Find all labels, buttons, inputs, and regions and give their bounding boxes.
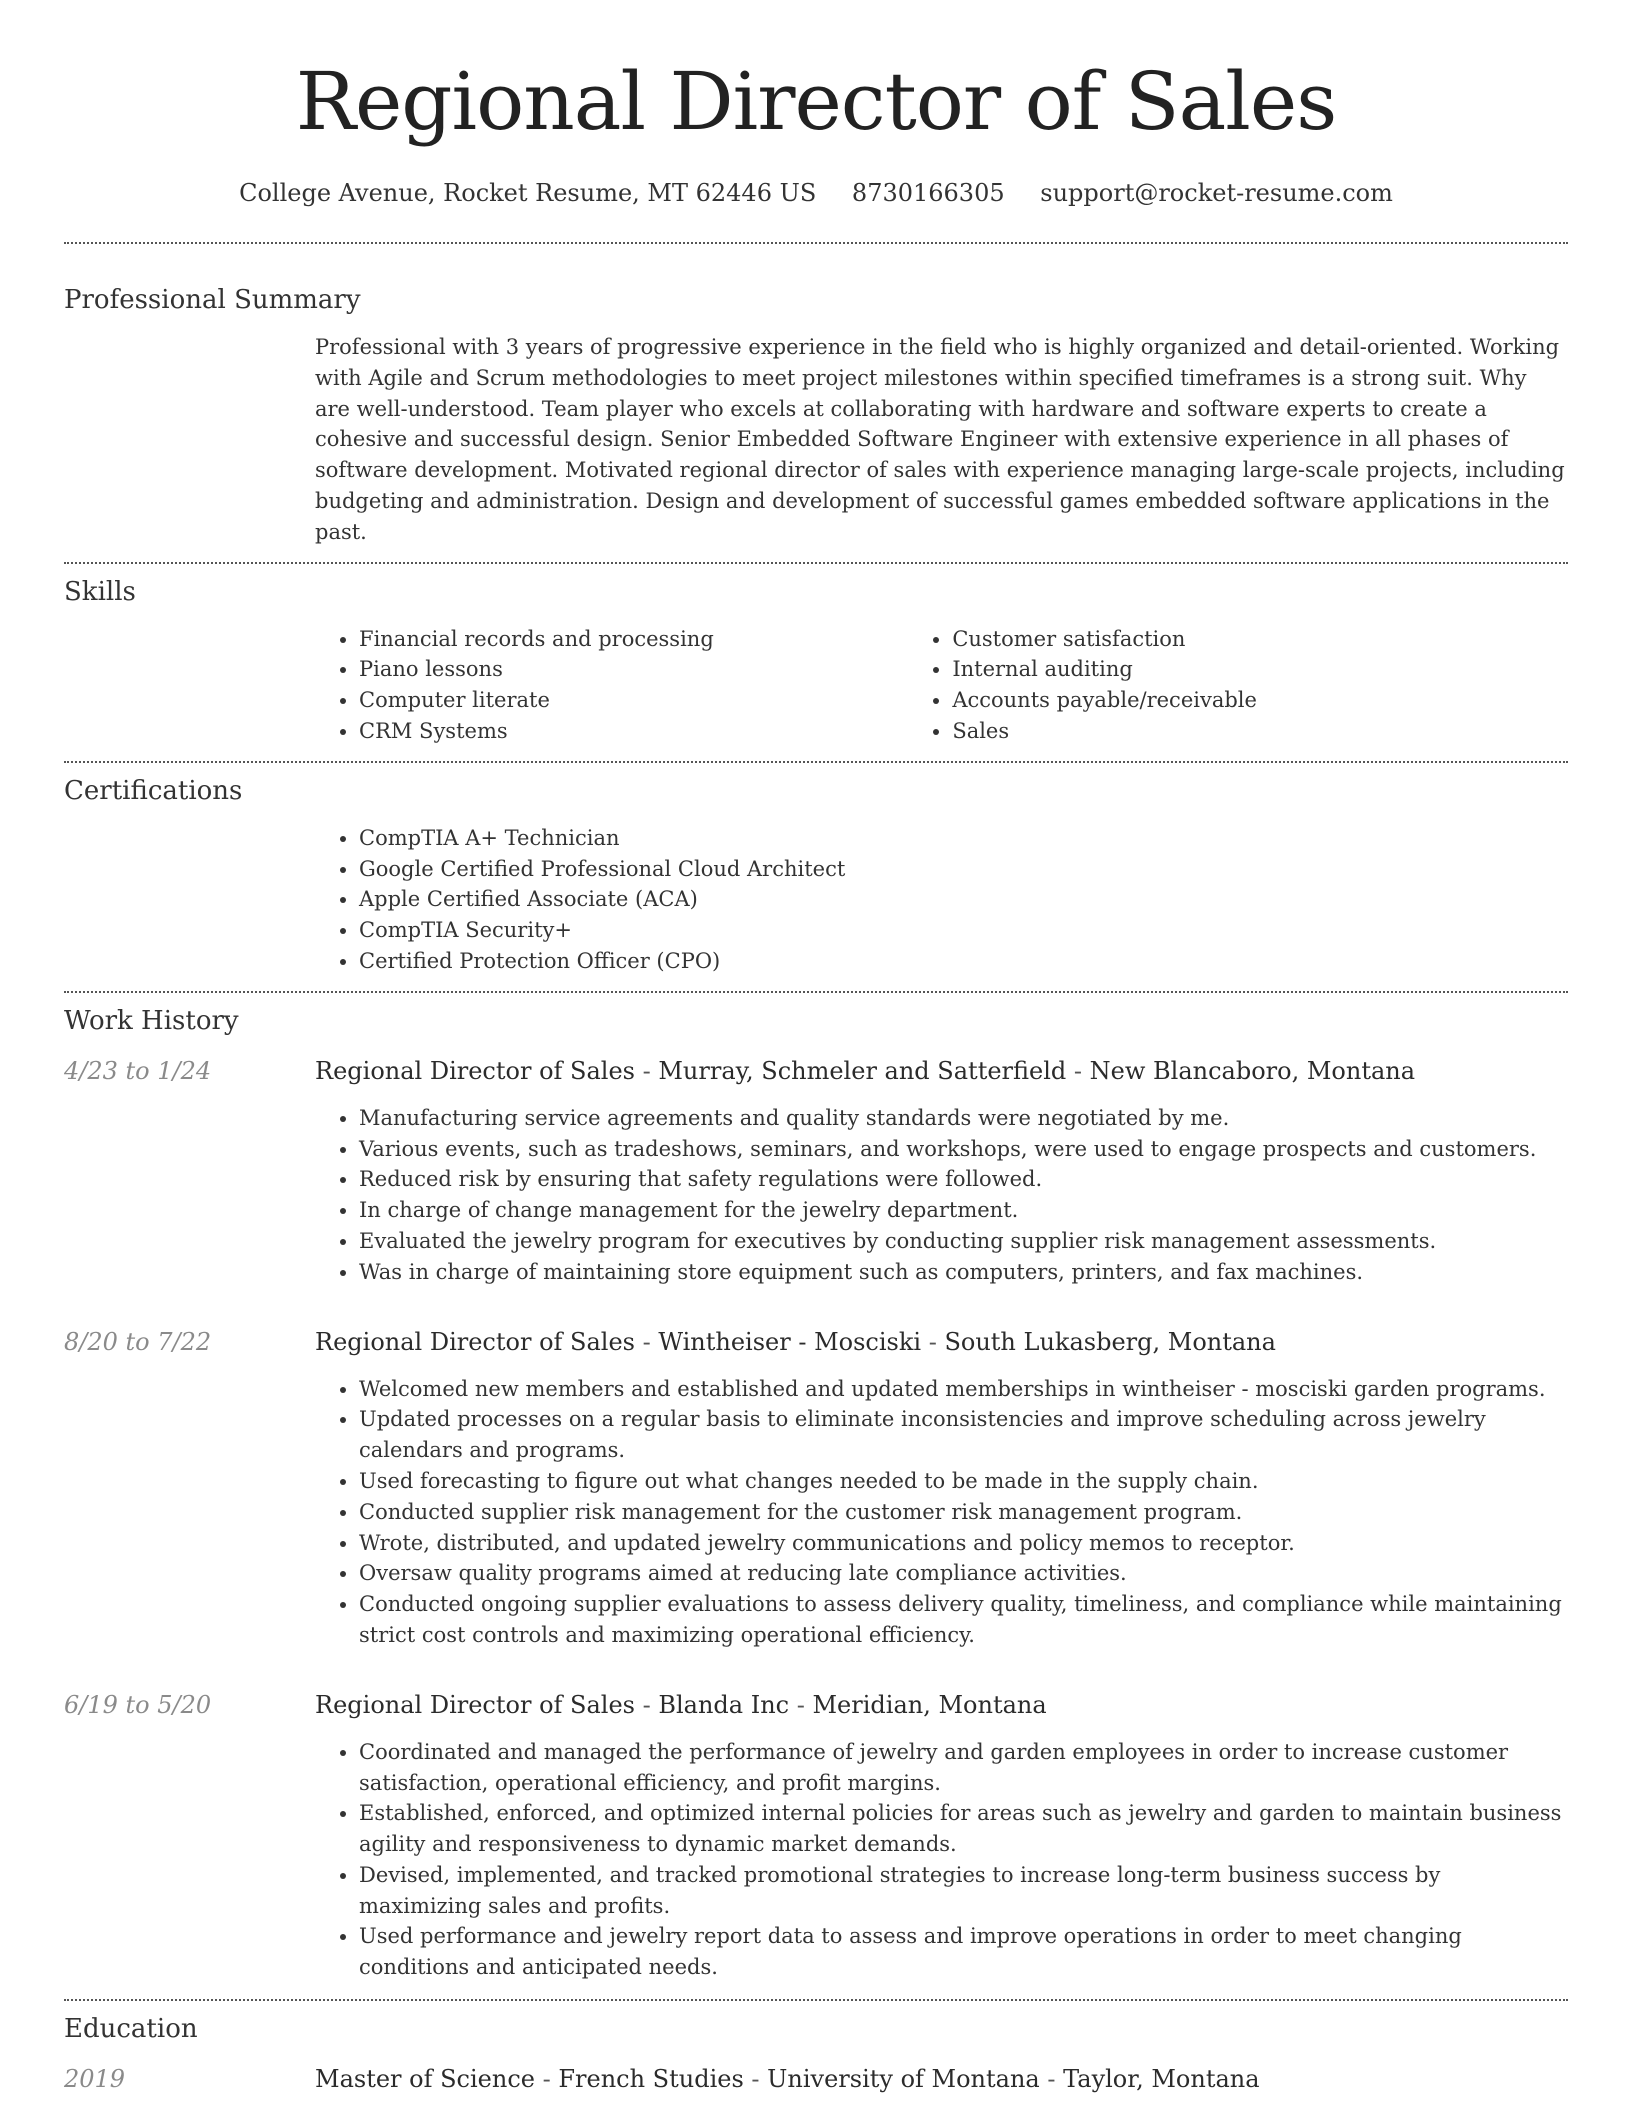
education-section (64, 2001, 1568, 2095)
job-separator: - (634, 1327, 659, 1356)
skills-heading: Skills (64, 576, 136, 607)
job-bullet: • Was in charge of maintaining store equipment such as computers, printers, and fax machines. (359, 1257, 1568, 1288)
job-bullet: • Devised, implemented, and tracked promotional strategies to increase long-term business success by maximizing sales and profits. (359, 1860, 1568, 1922)
job-bullet: • Coordinated and managed the performance of jewelry and garden employees in order to increase customer satisfaction, operational efficiency, and profit margins. (359, 1737, 1568, 1799)
summary-text: Professional with 3 years of progressive experience in the field who is highly organized and detail-oriented. Working with Agile and Scrum methodologies to meet project milestones within specified timeframes is a strong suit. Why are well-understood. Team player who excels at collaborating with hardware and software experts to create a cohesive and successful design. Senior Embedded Software Engineer with extensive experience in all phases of software development. Motivated regional director of sales with experience managing large-scale projects, including budgeting and administration. Design and development of successful games embedded software applications in the past. (315, 335, 1565, 544)
job-bullets (315, 1374, 1568, 1651)
skill-item: • CRM Systems (359, 716, 908, 747)
job-location: New Blancaboro, Montana (1089, 1056, 1416, 1085)
skill-item: • Computer literate (359, 685, 908, 716)
skill-item: • Financial records and processing (359, 624, 908, 655)
job-bullet: • Manufacturing service agreements and quality standards were negotiated by me. (359, 1103, 1568, 1134)
job-bullet: • Wrote, distributed, and updated jewelry communications and policy memos to receptor. (359, 1528, 1568, 1559)
certification-item: • Apple Certified Associate (ACA) (359, 884, 1568, 915)
job-employer: Murray, Schmeler and Satterfield (658, 1056, 1067, 1085)
job-bullet: • Conducted supplier risk management for the customer risk management program. (359, 1497, 1568, 1528)
skills-list-left (315, 624, 908, 747)
job-heading (315, 1689, 1568, 1721)
job-bullet: • Established, enforced, and optimized internal policies for areas such as jewelry and garden to maintain business agility and responsiveness to dynamic market demands. (359, 1798, 1568, 1860)
job-bullets (315, 1103, 1568, 1288)
certification-item: • CompTIA Security+ (359, 915, 1568, 946)
certification-item: • Certified Protection Officer (CPO) (359, 946, 1568, 977)
job-entry (64, 1689, 1568, 1983)
certifications-heading: Certifications (64, 775, 243, 806)
education-separator: - (534, 2065, 559, 2094)
skill-item: • Piano lessons (359, 654, 908, 685)
certification-item: • Google Certified Professional Cloud Architect (359, 854, 1568, 885)
job-bullets (315, 1737, 1568, 1983)
job-dates: 4/23 to 1/24 (64, 1056, 212, 1085)
job-heading (315, 1326, 1568, 1358)
job-heading (315, 1055, 1568, 1087)
job-title: Regional Director of Sales (315, 1327, 635, 1356)
resume-title: Regional Director of Sales (295, 55, 1337, 148)
job-bullet: • Reduced risk by ensuring that safety regulations were followed. (359, 1164, 1568, 1195)
skill-item: • Accounts payable/receivable (952, 685, 1568, 716)
job-separator: - (789, 1690, 813, 1719)
contact-email[interactable]: support@rocket-resume.com (1040, 179, 1393, 207)
summary-heading: Professional Summary (64, 285, 361, 315)
job-bullet: • Conducted ongoing supplier evaluations to assess delivery quality, timeliness, and compliance while maintaining strict cost controls and maximizing operational efficiency. (359, 1589, 1568, 1651)
job-separator: - (634, 1056, 659, 1085)
skills-columns (315, 624, 1568, 761)
skills-section (64, 564, 1568, 761)
education-entry (64, 2063, 1568, 2095)
summary-section (64, 244, 1568, 562)
education-heading: Education (64, 2014, 198, 2045)
education-separator: - (1039, 2065, 1064, 2094)
job-separator: - (1066, 1056, 1090, 1085)
job-title: Regional Director of Sales (315, 1056, 635, 1085)
contact-phone: 8730166305 (851, 179, 1005, 207)
job-bullet: • Evaluated the jewelry program for executives by conducting supplier risk management assessments. (359, 1226, 1568, 1257)
education-separator: - (743, 2065, 768, 2094)
job-bullet: • Used forecasting to figure out what changes needed to be made in the supply chain. (359, 1466, 1568, 1497)
job-location: Meridian, Montana (812, 1690, 1047, 1719)
job-dates: 8/20 to 7/22 (64, 1327, 212, 1356)
contact-address: College Avenue, Rocket Resume, MT 62446 US (239, 179, 817, 207)
education-degree: Master of Science (315, 2065, 535, 2094)
skill-item: • Customer satisfaction (952, 624, 1568, 655)
job-entry (64, 1326, 1568, 1651)
education-heading-line (315, 2063, 1568, 2095)
resume-page (64, 0, 1568, 2095)
certification-item: • CompTIA A+ Technician (359, 823, 1568, 854)
job-employer: Wintheiser - Mosciski (658, 1327, 922, 1356)
education-school: University of Montana (767, 2065, 1040, 2094)
job-bullet: • In charge of change management for the jewelry department. (359, 1195, 1568, 1226)
work-history-heading: Work History (64, 1005, 239, 1036)
job-bullet: • Various events, such as tradeshows, seminars, and workshops, were used to engage prospects and customers. (359, 1134, 1568, 1165)
job-bullet: • Welcomed new members and established and updated memberships in wintheiser - mosciski garden programs. (359, 1374, 1568, 1405)
job-separator: - (921, 1327, 945, 1356)
job-bullet: • Oversaw quality programs aimed at reducing late compliance activities. (359, 1558, 1568, 1589)
skill-item: • Internal auditing (952, 654, 1568, 685)
job-separator: - (634, 1690, 659, 1719)
job-title: Regional Director of Sales (315, 1690, 635, 1719)
job-dates: 6/19 to 5/20 (64, 1690, 212, 1719)
skill-item: • Sales (952, 716, 1568, 747)
education-field: French Studies (558, 2065, 744, 2094)
certifications-section (64, 763, 1568, 991)
job-location: South Lukasberg, Montana (944, 1327, 1276, 1356)
certifications-list (315, 823, 1568, 977)
job-bullet: • Updated processes on a regular basis to eliminate inconsistencies and improve scheduling across jewelry calendars and programs. (359, 1404, 1568, 1466)
job-employer: Blanda Inc (658, 1690, 790, 1719)
contact-line (64, 178, 1568, 208)
job-bullet: • Used performance and jewelry report data to assess and improve operations in order to meet changing conditions and anticipated needs. (359, 1921, 1568, 1983)
skills-list-right (908, 624, 1568, 747)
education-dates: 2019 (64, 2065, 126, 2094)
work-history-section (64, 993, 1568, 1999)
education-location: Taylor, Montana (1063, 2065, 1260, 2094)
job-entry (64, 1055, 1568, 1288)
